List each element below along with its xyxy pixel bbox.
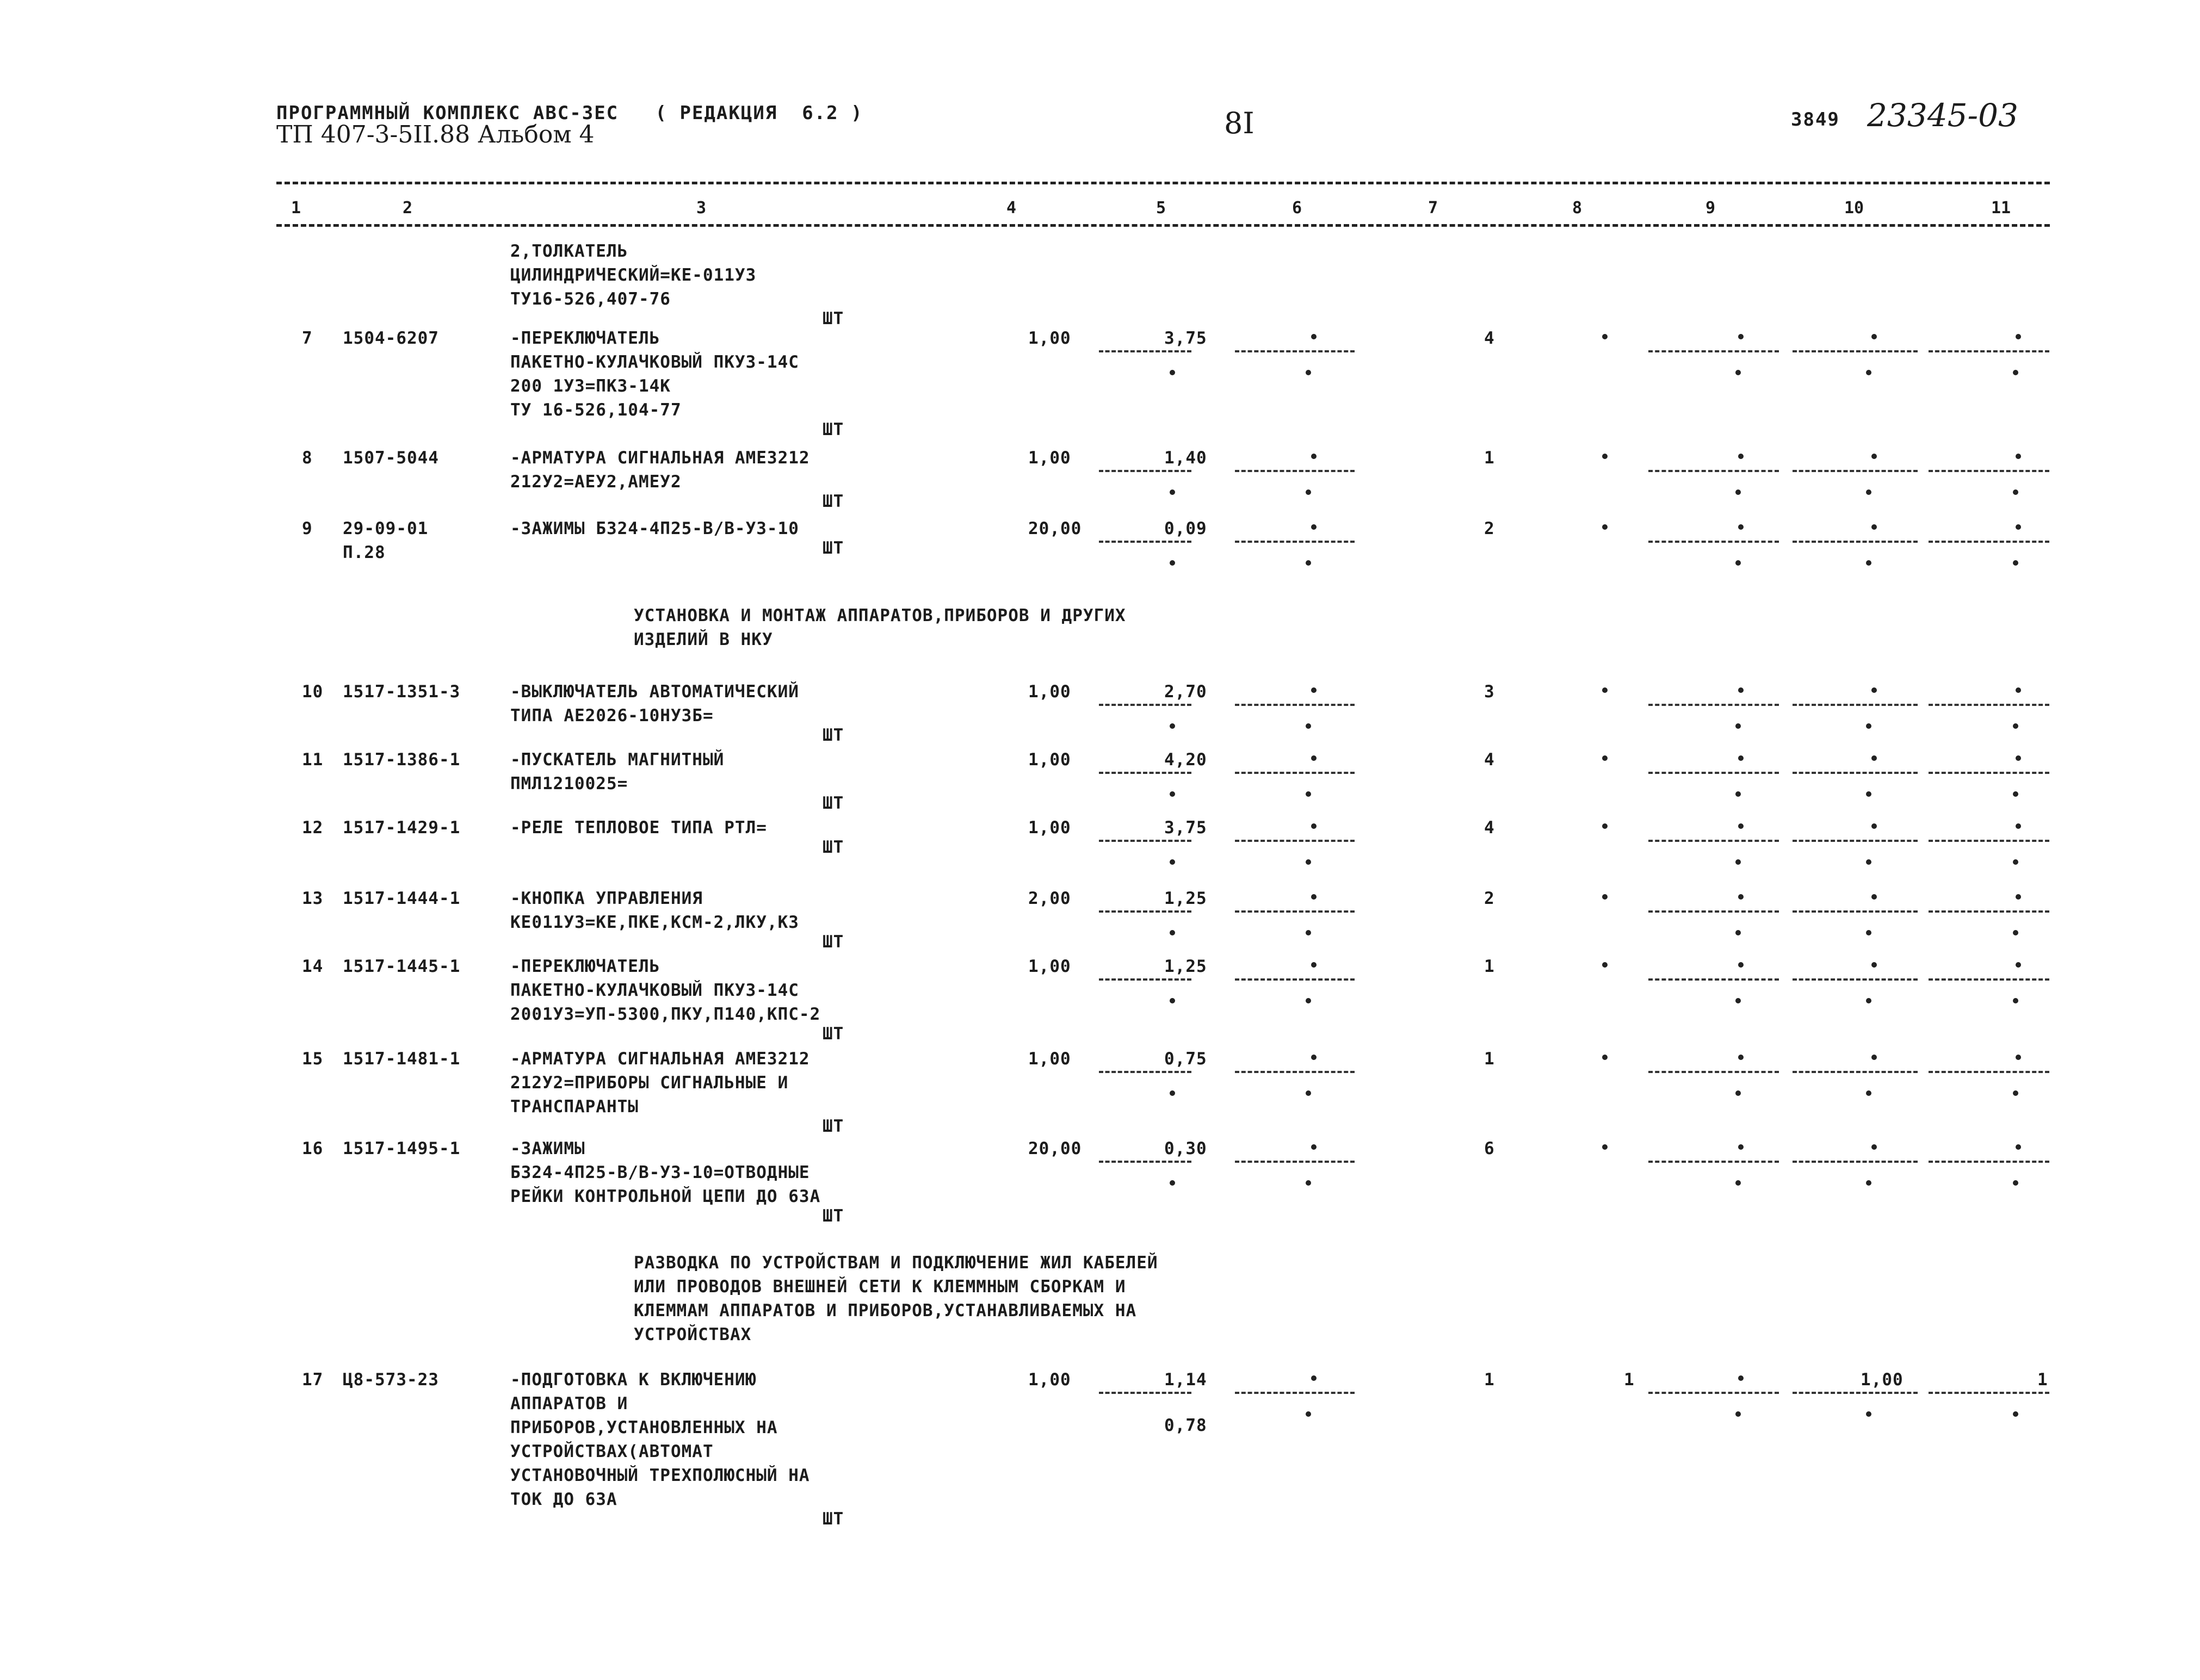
row-col7: 2 bbox=[1484, 889, 1495, 908]
row-description: ТИПА АЕ2026-10НУ3Б= bbox=[510, 706, 714, 726]
column-number: 3 bbox=[696, 199, 707, 218]
row-code: 1517-1495-1 bbox=[343, 1139, 461, 1158]
empty-cell-mark bbox=[1170, 791, 1175, 797]
row-number: 17 bbox=[302, 1370, 324, 1390]
section-heading: КЛЕММАМ АППАРАТОВ И ПРИБОРОВ,УСТАНАВЛИВАЕМЫХ НА bbox=[634, 1301, 1137, 1321]
row-code: 1517-1386-1 bbox=[343, 750, 461, 770]
row-code: 1517-1444-1 bbox=[343, 889, 461, 908]
row-description: -ПЕРЕКЛЮЧАТЕЛЬ bbox=[510, 957, 660, 976]
row-description: -АРМАТУРА СИГНАЛЬНАЯ АМЕ3212 bbox=[510, 1049, 810, 1069]
row-col7: 1 bbox=[1484, 1370, 1495, 1390]
empty-cell-mark bbox=[1170, 723, 1175, 729]
empty-cell-mark bbox=[1866, 370, 1871, 375]
column-number: 4 bbox=[1006, 199, 1017, 218]
cell-divider bbox=[1235, 1071, 1355, 1073]
empty-cell-mark bbox=[2016, 524, 2021, 530]
empty-cell-mark bbox=[2013, 489, 2018, 495]
cell-divider bbox=[1648, 1071, 1779, 1073]
empty-cell-mark bbox=[1311, 962, 1317, 968]
doc-code: 3849 bbox=[1791, 109, 1840, 131]
header-rule bbox=[276, 224, 2050, 227]
row-number: 13 bbox=[302, 889, 324, 908]
empty-cell-mark bbox=[1866, 1411, 1871, 1417]
cell-divider bbox=[1099, 1392, 1191, 1394]
empty-cell-mark bbox=[1311, 687, 1317, 693]
empty-cell-mark bbox=[1866, 859, 1871, 865]
row-price: 0,75 bbox=[1164, 1049, 1207, 1069]
cell-divider bbox=[1235, 470, 1355, 472]
row-col10: 1,00 bbox=[1861, 1370, 1904, 1390]
cell-divider bbox=[1929, 978, 2049, 981]
empty-cell-mark bbox=[2013, 560, 2018, 566]
empty-cell-mark bbox=[1311, 823, 1317, 829]
cell-divider bbox=[1648, 1161, 1779, 1163]
cell-divider bbox=[1099, 470, 1191, 472]
row-description: РЕЙКИ КОНТРОЛЬНОЙ ЦЕПИ ДО 63А bbox=[510, 1187, 821, 1206]
row-unit: ШТ bbox=[823, 492, 844, 511]
empty-cell-mark bbox=[1735, 1180, 1741, 1186]
empty-cell-mark bbox=[1170, 1180, 1175, 1186]
row-col7: 4 bbox=[1484, 328, 1495, 348]
section-heading: РАЗВОДКА ПО УСТРОЙСТВАМ И ПОДКЛЮЧЕНИЕ ЖИЛ КАБЕЛЕЙ bbox=[634, 1253, 1158, 1273]
empty-cell-mark bbox=[1602, 962, 1608, 968]
row-quantity: 1,00 bbox=[1028, 750, 1071, 770]
cell-divider bbox=[1648, 772, 1779, 774]
row-number: 10 bbox=[302, 682, 324, 702]
row-description: ПРИБОРОВ,УСТАНОВЛЕННЫХ НА bbox=[510, 1418, 778, 1437]
empty-cell-mark bbox=[1735, 1090, 1741, 1096]
row-unit: ШТ bbox=[823, 1024, 844, 1044]
empty-cell-mark bbox=[1602, 334, 1608, 339]
row-number: 9 bbox=[302, 519, 313, 538]
row-description: -РЕЛЕ ТЕПЛОВОЕ ТИПА РТЛ= bbox=[510, 818, 767, 838]
section-heading: УСТРОЙСТВАХ bbox=[634, 1325, 752, 1344]
empty-cell-mark bbox=[1311, 894, 1317, 900]
empty-cell-mark bbox=[2013, 370, 2018, 375]
row-price: 1,14 bbox=[1164, 1370, 1207, 1390]
empty-cell-mark bbox=[1871, 1144, 1877, 1150]
row-description: ТУ 16-526,104-77 bbox=[510, 400, 682, 420]
row-number: 8 bbox=[302, 448, 313, 468]
row-price-secondary: 0,78 bbox=[1164, 1416, 1207, 1435]
row-description: УСТАНОВОЧНЫЙ ТРЕХПОЛЮСНЫЙ НА bbox=[510, 1466, 810, 1485]
row-description: 2001У3=УП-5300,ПКУ,П140,КПС-2 bbox=[510, 1005, 821, 1024]
row-unit: ШТ bbox=[823, 1117, 844, 1136]
cell-divider bbox=[1793, 1161, 1918, 1163]
cell-divider bbox=[1929, 910, 2049, 913]
cell-divider bbox=[1648, 978, 1779, 981]
cell-divider bbox=[1929, 470, 2049, 472]
row-quantity: 1,00 bbox=[1028, 682, 1071, 702]
cell-divider bbox=[1929, 1161, 2049, 1163]
row-col7: 4 bbox=[1484, 818, 1495, 838]
cell-divider bbox=[1099, 772, 1191, 774]
doc-number: 23345-03 bbox=[1867, 97, 2018, 134]
column-number: 1 bbox=[291, 199, 301, 218]
empty-cell-mark bbox=[2013, 723, 2018, 729]
row-col8: 1 bbox=[1624, 1370, 1635, 1390]
empty-cell-mark bbox=[1170, 998, 1175, 1003]
empty-cell-mark bbox=[2016, 687, 2021, 693]
column-number: 2 bbox=[403, 199, 413, 218]
cell-divider bbox=[1099, 541, 1191, 543]
empty-cell-mark bbox=[2016, 454, 2021, 459]
empty-cell-mark bbox=[1306, 1411, 1311, 1417]
row-code: 1517-1429-1 bbox=[343, 818, 461, 838]
empty-cell-mark bbox=[1866, 1090, 1871, 1096]
row-quantity: 2,00 bbox=[1028, 889, 1071, 908]
empty-cell-mark bbox=[1306, 1180, 1311, 1186]
empty-cell-mark bbox=[2013, 859, 2018, 865]
empty-cell-mark bbox=[1735, 370, 1741, 375]
empty-cell-mark bbox=[1311, 1055, 1317, 1060]
cell-divider bbox=[1793, 541, 1918, 543]
column-number: 10 bbox=[1844, 199, 1864, 218]
empty-cell-mark bbox=[1306, 723, 1311, 729]
row-number: 7 bbox=[302, 328, 313, 348]
row-code: Ц8-573-23 bbox=[343, 1370, 439, 1390]
empty-cell-mark bbox=[1866, 998, 1871, 1003]
empty-cell-mark bbox=[1306, 791, 1311, 797]
cell-divider bbox=[1648, 704, 1779, 706]
cell-divider bbox=[1648, 1392, 1779, 1394]
empty-cell-mark bbox=[1738, 755, 1744, 761]
cell-divider bbox=[1929, 1071, 2049, 1073]
empty-cell-mark bbox=[1871, 687, 1877, 693]
row-description: Б324-4П25-В/В-У3-10=ОТВОДНЫЕ bbox=[510, 1163, 810, 1182]
empty-cell-mark bbox=[1306, 998, 1311, 1003]
column-number: 9 bbox=[1705, 199, 1716, 218]
empty-cell-mark bbox=[1602, 1144, 1608, 1150]
row-col7: 3 bbox=[1484, 682, 1495, 702]
cell-divider bbox=[1793, 910, 1918, 913]
row-price: 3,75 bbox=[1164, 818, 1207, 838]
column-number: 7 bbox=[1428, 199, 1438, 218]
cell-divider bbox=[1793, 772, 1918, 774]
row-number: 14 bbox=[302, 957, 324, 976]
row-description: -ПУСКАТЕЛЬ МАГНИТНЫЙ bbox=[510, 750, 725, 770]
empty-cell-mark bbox=[1306, 489, 1311, 495]
cell-divider bbox=[1793, 470, 1918, 472]
empty-cell-mark bbox=[1170, 930, 1175, 935]
empty-cell-mark bbox=[2016, 334, 2021, 339]
row-number: 11 bbox=[302, 750, 324, 770]
column-number: 8 bbox=[1572, 199, 1583, 218]
row-price: 1,40 bbox=[1164, 448, 1207, 468]
row-unit: ШТ bbox=[823, 793, 844, 813]
empty-cell-mark bbox=[1866, 930, 1871, 935]
row-description: ТУ16-526,407-76 bbox=[510, 289, 671, 309]
column-number: 5 bbox=[1156, 199, 1166, 218]
row-code: 29-09-01 bbox=[343, 519, 429, 538]
row-description: 2,ТОЛКАТЕЛЬ bbox=[510, 241, 628, 261]
row-code: 1504-6207 bbox=[343, 328, 439, 348]
cell-divider bbox=[1099, 704, 1191, 706]
empty-cell-mark bbox=[2016, 1055, 2021, 1060]
empty-cell-mark bbox=[1602, 454, 1608, 459]
empty-cell-mark bbox=[1311, 755, 1317, 761]
empty-cell-mark bbox=[1866, 560, 1871, 566]
empty-cell-mark bbox=[1871, 823, 1877, 829]
row-description: -ЗАЖИМЫ Б324-4П25-В/В-У3-10 bbox=[510, 519, 799, 538]
empty-cell-mark bbox=[1170, 1090, 1175, 1096]
empty-cell-mark bbox=[1871, 524, 1877, 530]
empty-cell-mark bbox=[1738, 454, 1744, 459]
empty-cell-mark bbox=[1738, 1144, 1744, 1150]
empty-cell-mark bbox=[1735, 791, 1741, 797]
row-description: КЕ011У3=КЕ,ПКЕ,КСМ-2,ЛКУ,КЗ bbox=[510, 913, 799, 932]
empty-cell-mark bbox=[1735, 560, 1741, 566]
empty-cell-mark bbox=[1735, 489, 1741, 495]
empty-cell-mark bbox=[1602, 823, 1608, 829]
row-number: 15 bbox=[302, 1049, 324, 1069]
row-unit: ШТ bbox=[823, 726, 844, 745]
empty-cell-mark bbox=[1306, 370, 1311, 375]
cell-divider bbox=[1099, 978, 1191, 981]
empty-cell-mark bbox=[1866, 723, 1871, 729]
empty-cell-mark bbox=[1311, 1144, 1317, 1150]
empty-cell-mark bbox=[2013, 1180, 2018, 1186]
row-quantity: 1,00 bbox=[1028, 448, 1071, 468]
cell-divider bbox=[1648, 541, 1779, 543]
row-quantity: 1,00 bbox=[1028, 1370, 1071, 1390]
row-price: 3,75 bbox=[1164, 328, 1207, 348]
cell-divider bbox=[1235, 772, 1355, 774]
empty-cell-mark bbox=[1738, 1375, 1744, 1381]
row-code: 1517-1351-3 bbox=[343, 682, 461, 702]
empty-cell-mark bbox=[1871, 755, 1877, 761]
row-description: ПМЛ1210025= bbox=[510, 774, 628, 793]
empty-cell-mark bbox=[1871, 1055, 1877, 1060]
row-quantity: 1,00 bbox=[1028, 1049, 1071, 1069]
empty-cell-mark bbox=[1738, 894, 1744, 900]
row-price: 2,70 bbox=[1164, 682, 1207, 702]
cell-divider bbox=[1099, 1071, 1191, 1073]
empty-cell-mark bbox=[2013, 791, 2018, 797]
empty-cell-mark bbox=[1871, 334, 1877, 339]
empty-cell-mark bbox=[1735, 998, 1741, 1003]
empty-cell-mark bbox=[1866, 791, 1871, 797]
empty-cell-mark bbox=[1602, 524, 1608, 530]
row-description: 212У2=АЕУ2,АМЕУ2 bbox=[510, 472, 682, 492]
empty-cell-mark bbox=[1170, 560, 1175, 566]
empty-cell-mark bbox=[1602, 687, 1608, 693]
row-number: 12 bbox=[302, 818, 324, 838]
empty-cell-mark bbox=[2016, 1144, 2021, 1150]
row-description: -АРМАТУРА СИГНАЛЬНАЯ АМЕ3212 bbox=[510, 448, 810, 468]
empty-cell-mark bbox=[2013, 1411, 2018, 1417]
empty-cell-mark bbox=[1866, 1180, 1871, 1186]
row-quantity: 20,00 bbox=[1028, 519, 1082, 538]
empty-cell-mark bbox=[1738, 1055, 1744, 1060]
empty-cell-mark bbox=[1602, 1055, 1608, 1060]
cell-divider bbox=[1235, 350, 1355, 352]
row-price: 1,25 bbox=[1164, 957, 1207, 976]
empty-cell-mark bbox=[2013, 998, 2018, 1003]
row-description: ТРАНСПАРАНТЫ bbox=[510, 1097, 639, 1117]
row-unit: ШТ bbox=[823, 538, 844, 558]
column-number: 11 bbox=[1991, 199, 2011, 218]
cell-divider bbox=[1099, 1161, 1191, 1163]
cell-divider bbox=[1929, 772, 2049, 774]
page-number: 8I bbox=[1224, 106, 1255, 140]
row-code: 1517-1481-1 bbox=[343, 1049, 461, 1069]
empty-cell-mark bbox=[1306, 1090, 1311, 1096]
empty-cell-mark bbox=[2013, 930, 2018, 935]
empty-cell-mark bbox=[1735, 1411, 1741, 1417]
row-unit: ШТ bbox=[823, 1509, 844, 1529]
empty-cell-mark bbox=[1735, 930, 1741, 935]
empty-cell-mark bbox=[2016, 894, 2021, 900]
row-quantity: 1,00 bbox=[1028, 818, 1071, 838]
empty-cell-mark bbox=[1306, 560, 1311, 566]
empty-cell-mark bbox=[1311, 334, 1317, 339]
empty-cell-mark bbox=[1602, 755, 1608, 761]
row-description: -КНОПКА УПРАВЛЕНИЯ bbox=[510, 889, 703, 908]
column-number: 6 bbox=[1292, 199, 1302, 218]
cell-divider bbox=[1793, 840, 1918, 842]
cell-divider bbox=[1793, 350, 1918, 352]
cell-divider bbox=[1235, 840, 1355, 842]
row-unit: ШТ bbox=[823, 309, 844, 328]
cell-divider bbox=[1235, 541, 1355, 543]
row-col7: 1 bbox=[1484, 957, 1495, 976]
cell-divider bbox=[1235, 978, 1355, 981]
row-price: 1,25 bbox=[1164, 889, 1207, 908]
section-heading: УСТАНОВКА И МОНТАЖ АППАРАТОВ,ПРИБОРОВ И ДРУГИХ bbox=[634, 606, 1126, 625]
empty-cell-mark bbox=[1311, 454, 1317, 459]
empty-cell-mark bbox=[1738, 962, 1744, 968]
row-description: ТОК ДО 63А bbox=[510, 1490, 617, 1509]
cell-divider bbox=[1929, 704, 2049, 706]
section-heading: ИЗДЕЛИЙ В НКУ bbox=[634, 630, 773, 649]
empty-cell-mark bbox=[1170, 489, 1175, 495]
cell-divider bbox=[1648, 910, 1779, 913]
row-description: -ВЫКЛЮЧАТЕЛЬ АВТОМАТИЧЕСКИЙ bbox=[510, 682, 799, 702]
empty-cell-mark bbox=[1871, 454, 1877, 459]
empty-cell-mark bbox=[1871, 962, 1877, 968]
row-code-ref: П.28 bbox=[343, 543, 386, 562]
cell-divider bbox=[1793, 978, 1918, 981]
empty-cell-mark bbox=[1738, 524, 1744, 530]
empty-cell-mark bbox=[1871, 894, 1877, 900]
row-quantity: 1,00 bbox=[1028, 328, 1071, 348]
empty-cell-mark bbox=[1311, 524, 1317, 530]
empty-cell-mark bbox=[2013, 1090, 2018, 1096]
cell-divider bbox=[1929, 1392, 2049, 1394]
row-number: 16 bbox=[302, 1139, 324, 1158]
row-description: 200 1У3=ПКЗ-14К bbox=[510, 376, 671, 396]
empty-cell-mark bbox=[1866, 489, 1871, 495]
row-col7: 6 bbox=[1484, 1139, 1495, 1158]
album-title: ТП 407-3-5II.88 Альбом 4 bbox=[276, 121, 595, 148]
cell-divider bbox=[1793, 704, 1918, 706]
cell-divider bbox=[1235, 1392, 1355, 1394]
row-col7: 1 bbox=[1484, 448, 1495, 468]
cell-divider bbox=[1099, 350, 1191, 352]
empty-cell-mark bbox=[1735, 859, 1741, 865]
row-unit: ШТ bbox=[823, 932, 844, 952]
row-quantity: 1,00 bbox=[1028, 957, 1071, 976]
row-col7: 2 bbox=[1484, 519, 1495, 538]
row-description: 212У2=ПРИБОРЫ СИГНАЛЬНЫЕ И bbox=[510, 1073, 789, 1093]
cell-divider bbox=[1235, 704, 1355, 706]
cell-divider bbox=[1929, 350, 2049, 352]
top-rule bbox=[276, 182, 2050, 184]
row-col11: 1 bbox=[2037, 1370, 2048, 1390]
row-unit: ШТ bbox=[823, 838, 844, 857]
empty-cell-mark bbox=[2016, 962, 2021, 968]
row-code: 1507-5044 bbox=[343, 448, 439, 468]
cell-divider bbox=[1793, 1392, 1918, 1394]
empty-cell-mark bbox=[1311, 1375, 1317, 1381]
row-unit: ШТ bbox=[823, 420, 844, 439]
empty-cell-mark bbox=[1170, 859, 1175, 865]
empty-cell-mark bbox=[2016, 755, 2021, 761]
empty-cell-mark bbox=[2016, 823, 2021, 829]
row-price: 0,09 bbox=[1164, 519, 1207, 538]
program-title: ПРОГРАММНЫЙ КОМПЛЕКС АВС-3ЕС ( РЕДАКЦИЯ 6.2 ) bbox=[276, 102, 863, 124]
row-price: 4,20 bbox=[1164, 750, 1207, 770]
row-description: -ПЕРЕКЛЮЧАТЕЛЬ bbox=[510, 328, 660, 348]
row-col7: 1 bbox=[1484, 1049, 1495, 1069]
cell-divider bbox=[1648, 840, 1779, 842]
row-description: -ПОДГОТОВКА К ВКЛЮЧЕНИЮ bbox=[510, 1370, 757, 1390]
row-col7: 4 bbox=[1484, 750, 1495, 770]
cell-divider bbox=[1793, 1071, 1918, 1073]
row-description: АППАРАТОВ И bbox=[510, 1394, 628, 1414]
cell-divider bbox=[1099, 840, 1191, 842]
empty-cell-mark bbox=[1738, 823, 1744, 829]
empty-cell-mark bbox=[1738, 334, 1744, 339]
cell-divider bbox=[1648, 470, 1779, 472]
row-description: ЦИЛИНДРИЧЕСКИЙ=КЕ-011У3 bbox=[510, 265, 757, 285]
empty-cell-mark bbox=[1735, 723, 1741, 729]
row-code: 1517-1445-1 bbox=[343, 957, 461, 976]
cell-divider bbox=[1929, 541, 2049, 543]
row-unit: ШТ bbox=[823, 1206, 844, 1226]
cell-divider bbox=[1099, 910, 1191, 913]
row-description: УСТРОЙСТВАХ(АВТОМАТ bbox=[510, 1442, 714, 1461]
cell-divider bbox=[1235, 1161, 1355, 1163]
row-price: 0,30 bbox=[1164, 1139, 1207, 1158]
section-heading: ИЛИ ПРОВОДОВ ВНЕШНЕЙ СЕТИ К КЛЕММНЫМ СБОРКАМ И bbox=[634, 1277, 1126, 1297]
row-description: -ЗАЖИМЫ bbox=[510, 1139, 585, 1158]
cell-divider bbox=[1235, 910, 1355, 913]
row-quantity: 20,00 bbox=[1028, 1139, 1082, 1158]
empty-cell-mark bbox=[1306, 859, 1311, 865]
empty-cell-mark bbox=[1738, 687, 1744, 693]
empty-cell-mark bbox=[1602, 894, 1608, 900]
cell-divider bbox=[1929, 840, 2049, 842]
empty-cell-mark bbox=[1170, 370, 1175, 375]
row-description: ПАКЕТНО-КУЛАЧКОВЫЙ ПКУ3-14С bbox=[510, 352, 799, 372]
cell-divider bbox=[1648, 350, 1779, 352]
empty-cell-mark bbox=[1306, 930, 1311, 935]
row-description: ПАКЕТНО-КУЛАЧКОВЫЙ ПКУ3-14С bbox=[510, 981, 799, 1000]
